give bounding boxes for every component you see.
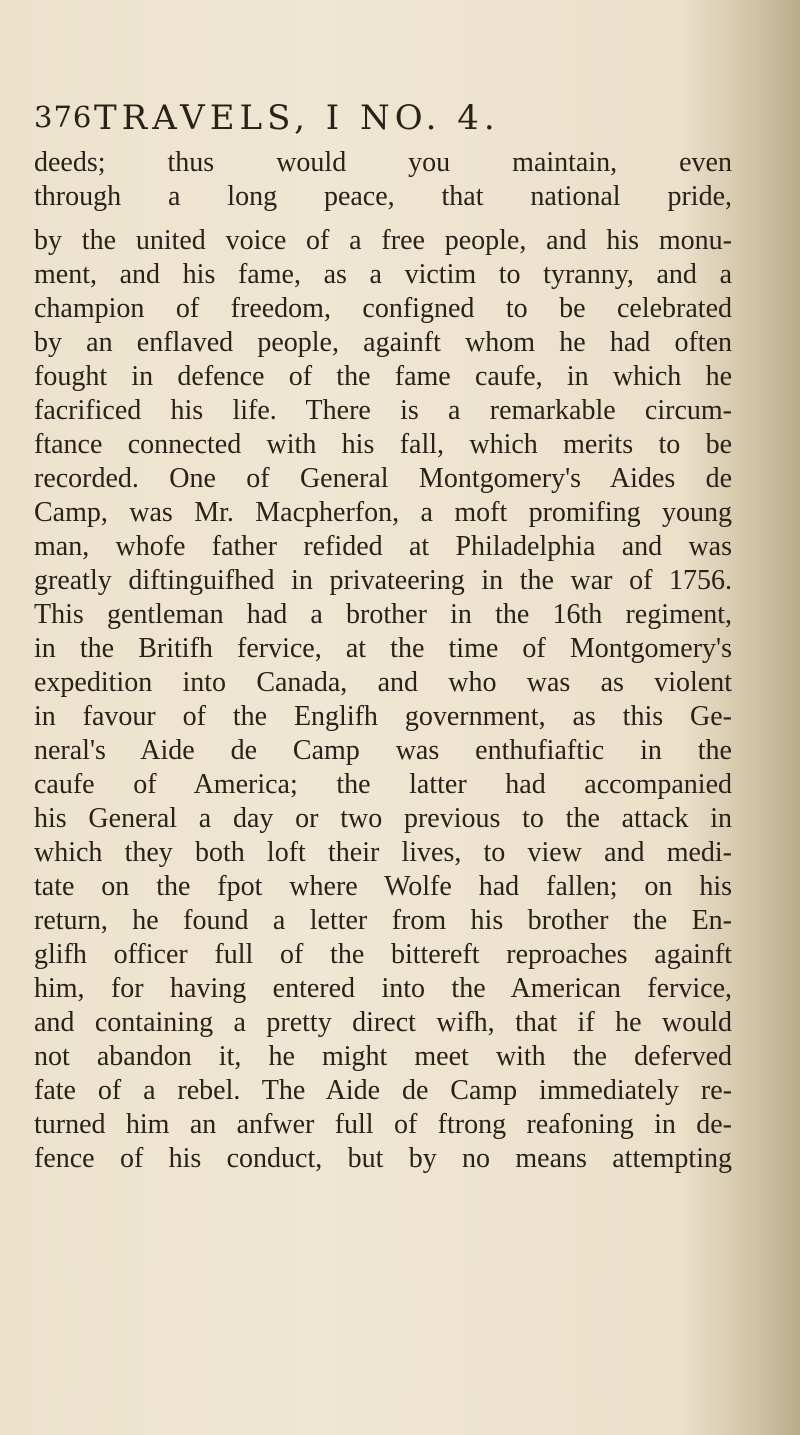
page-number: 376	[34, 100, 93, 134]
text-line: neral's Aide de Camp was enthufiaftic in the	[34, 735, 732, 766]
text-line: recorded. One of General Montgomery's Aides de	[34, 463, 732, 494]
text-line: which they both loft their lives, to view and medi-	[34, 837, 732, 868]
text-line: fate of a rebel. The Aide de Camp immediately re-	[34, 1075, 732, 1106]
text-line: facrificed his life. There is a remarkable circum-	[34, 395, 732, 426]
running-head: TRAVELS, I NO. 4.	[94, 98, 500, 138]
text-line: his General a day or two previous to the attack in	[34, 803, 732, 834]
text-line: and containing a pretty direct wifh, that if he would	[34, 1007, 732, 1038]
text-line: by the united voice of a free people, and his monu-	[34, 225, 732, 256]
text-line: in the Britifh fervice, at the time of Montgomery's	[34, 633, 732, 664]
page-header	[34, 100, 734, 140]
text-line: man, whofe father refided at Philadelphia and was	[34, 531, 732, 562]
text-line: ftance connected with his fall, which merits to be	[34, 429, 732, 460]
text-line: in favour of the Englifh government, as this Ge-	[34, 701, 732, 732]
text-line: expedition into Canada, and who was as violent	[34, 667, 732, 698]
text-line: return, he found a letter from his brother the En-	[34, 905, 732, 936]
text-line: greatly diftinguifhed in privateering in the war of 1756.	[34, 565, 732, 596]
text-line: champion of freedom, configned to be celebrated	[34, 293, 732, 324]
text-line: by an enflaved people, againft whom he had often	[34, 327, 732, 358]
text-line: tate on the fpot where Wolfe had fallen; on his	[34, 871, 732, 902]
text-line: him, for having entered into the American fervice,	[34, 973, 732, 1004]
text-line: ment, and his fame, as a victim to tyranny, and a	[34, 259, 732, 290]
text-line: glifh officer full of the bittereft reproaches againft	[34, 939, 732, 970]
text-line: deeds; thus would you maintain, even	[34, 147, 732, 178]
text-line: turned him an anfwer full of ftrong reafoning in de-	[34, 1109, 732, 1140]
text-line: fence of his conduct, but by no means attempting	[34, 1143, 732, 1174]
text-line: caufe of America; the latter had accompanied	[34, 769, 732, 800]
text-line: not abandon it, he might meet with the deferved	[34, 1041, 732, 1072]
text-line: fought in defence of the fame caufe, in which he	[34, 361, 732, 392]
text-line: through a long peace, that national pride,	[34, 181, 732, 212]
body-text	[34, 146, 732, 1176]
text-line: Camp, was Mr. Macpherfon, a moft promifing young	[34, 497, 732, 528]
text-line: This gentleman had a brother in the 16th regiment,	[34, 599, 732, 630]
